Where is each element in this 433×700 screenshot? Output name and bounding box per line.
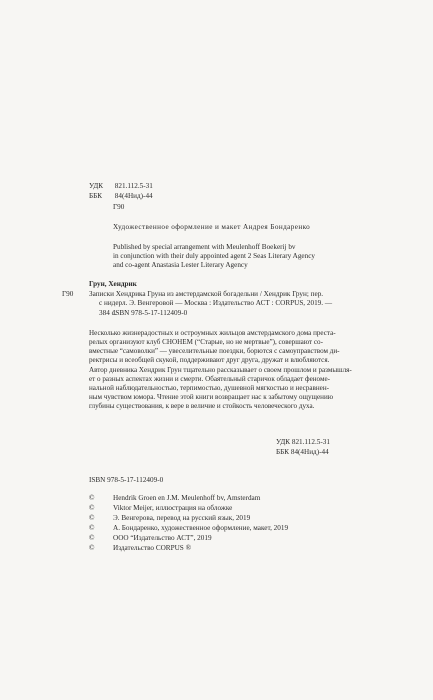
copyright-row	[89, 524, 288, 532]
catalog-author: Грун, Хендрик	[89, 280, 137, 288]
annotation-line: нальной наблюдательностью, терпимостью, душевной мягкостью и несравнен-	[89, 383, 329, 392]
art-credit: Художественное оформление и макет Андрея Бондаренко	[113, 223, 311, 231]
copyright-text: Viktor Meijer, иллюстрация на обложке	[113, 504, 233, 512]
annotation-line: вместные “самоволки” — увеселительные поездки, борются с самоуправством ди-	[89, 347, 340, 356]
annotation-line: Несколько жизнерадостных и остроумных жильцов амстердамского дома преста-	[89, 329, 336, 337]
copyright-text: Э. Венгерова, перевод на русский язык, 2019	[113, 514, 251, 522]
catalog-line: Записки Хендрика Груна из амстердамской богадельни / Хендрик Грун; пер.	[89, 290, 324, 298]
publisher-note-line: in conjunction with their duly appointed agent 2 Seas Literary Agency	[113, 252, 315, 261]
copyright-text: ООО “Издательство АСТ”, 2019	[113, 534, 212, 542]
copyright-row	[89, 534, 212, 542]
bottom-bbk: ББК 84(4Нид)-44	[276, 448, 329, 456]
copyright-symbol: ©	[89, 534, 95, 542]
annotation	[89, 329, 352, 411]
catalog-line: с нидерл. Э. Венгеровой — Москва : Издательство АСТ : CORPUS, 2019. —	[99, 299, 333, 308]
annotation-line: ным чувством юмора. Чтение этой книги возвращает нас к забытому ощущению	[89, 393, 334, 402]
copyright-text: Hendrik Groen en J.M. Meulenhoff bv, Amsterdam	[113, 494, 261, 502]
catalog-line: 384 с.	[99, 308, 117, 317]
copyright-symbol: ©	[89, 544, 95, 552]
annotation-line: ет о разных аспектах жизни и смерти. Обаятельный старичок обладает феноме-	[89, 374, 330, 383]
bbk-label: ББК	[89, 192, 103, 200]
bottom-isbn: ISBN 978-5-17-112409-0	[89, 476, 164, 484]
bbk-value: 84(4Нид)-44	[114, 192, 153, 200]
copyright-symbol: ©	[89, 504, 95, 512]
copyright-row	[89, 494, 260, 502]
annotation-line: Автор дневника Хендрик Грун тщательно рассказывает о своем прошлом и размышля-	[89, 365, 352, 374]
udk-label: УДК	[89, 182, 104, 190]
catalog-margin-code: Г90	[62, 290, 74, 298]
copyright-symbol: ©	[89, 514, 95, 522]
bbk-line	[89, 192, 153, 201]
udk-value: 821.112.5-31	[114, 182, 153, 190]
udk-line	[89, 182, 153, 191]
publisher-note-line: and co-agent Anastasia Lester Literary Agency	[113, 261, 248, 270]
copyright-symbol: ©	[89, 494, 95, 502]
copyright-row	[89, 504, 232, 512]
copyright-text: Издательство CORPUS ®	[113, 544, 192, 552]
annotation-line: релых организуют клуб СНОНЕМ (“Старые, но не мертвые”), совершают со-	[89, 338, 323, 347]
annotation-line: ректрисы и всеобщей скукой, поддерживают друг друга, дружат и влюбляются.	[89, 356, 330, 365]
copyright-text: А. Бондаренко, художественное оформление, макет, 2019	[113, 524, 289, 532]
book-code: Г90	[113, 203, 125, 211]
annotation-line: глубины существования, к вере в величие и стойкость человеческого духа.	[89, 402, 315, 411]
publisher-note-line: Published by special arrangement with Meulenhoff Boekerij bv	[113, 243, 296, 251]
catalog-isbn: ISBN 978-5-17-112409-0	[113, 309, 188, 317]
copyright-row	[89, 544, 191, 552]
bottom-udk: УДК 821.112.5-31	[276, 438, 330, 446]
copyright-row	[89, 514, 250, 522]
copyright-symbol: ©	[89, 524, 95, 532]
publisher-note	[113, 243, 315, 271]
